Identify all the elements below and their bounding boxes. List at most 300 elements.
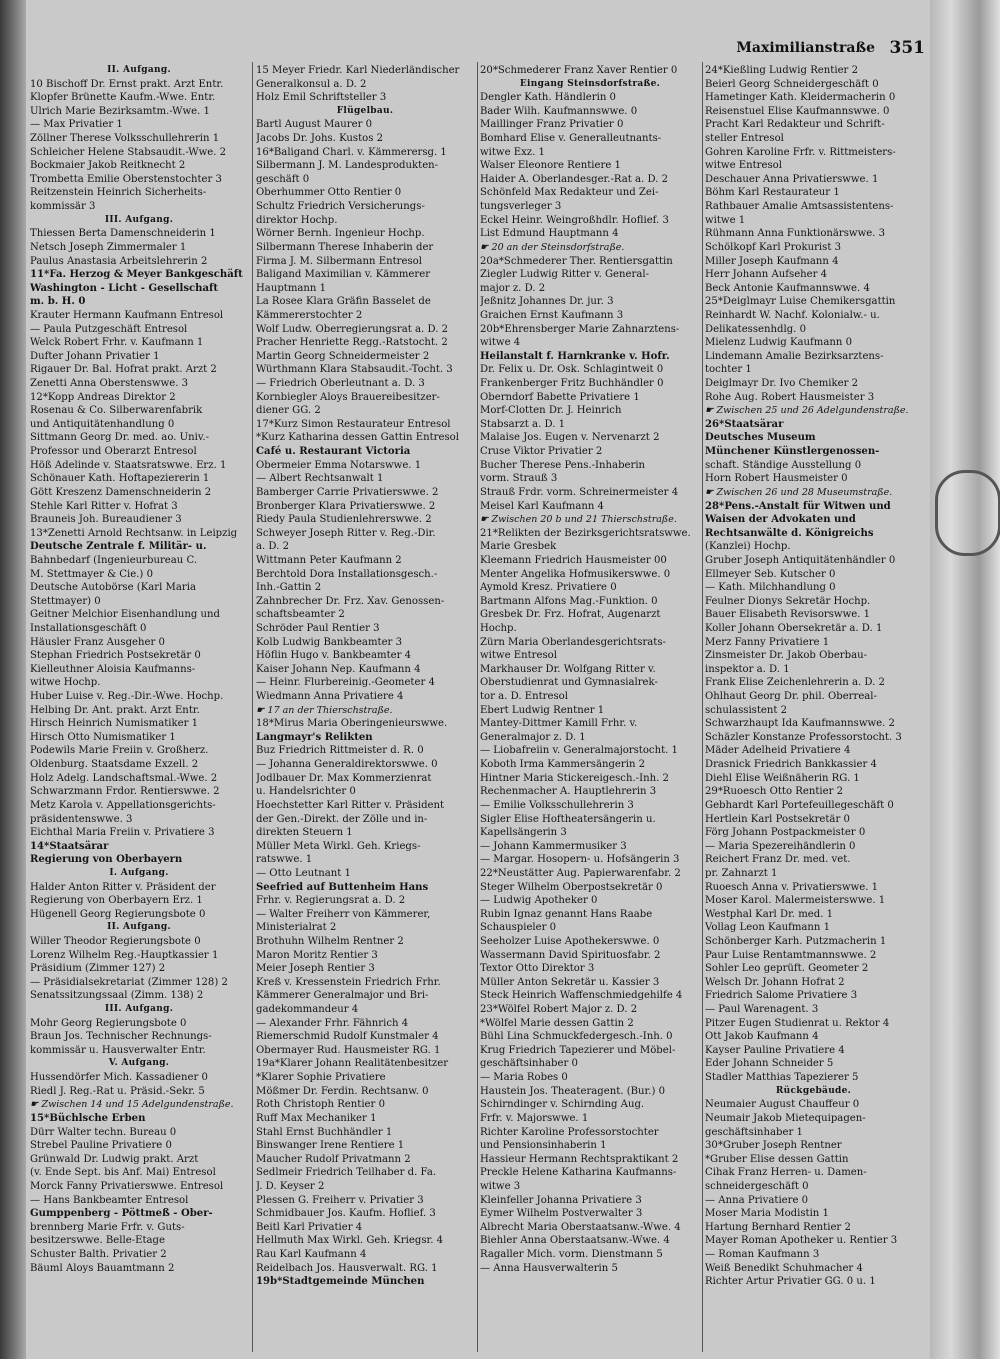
directory-entry: Diehl Elise Weißnäherin RG. 1	[705, 772, 860, 784]
directory-entry: Stehle Karl Ritter v. Hofrat 3	[30, 500, 178, 512]
directory-entry: Förg Johann Postpackmeister 0	[705, 827, 866, 839]
directory-entry: Steck Heinrich Waffenschmiedgehilfe 4	[480, 990, 683, 1002]
directory-entry: 20a*Schmederer Ther. Rentiersgattin	[480, 255, 673, 267]
directory-entry: Professor und Oberarzt Entresol	[30, 446, 197, 458]
directory-entry: Metz Karola v. Appellationsgerichts-	[30, 799, 216, 811]
directory-entry: Holz Adelg. Landschaftsmal.-Wwe. 2	[30, 772, 218, 784]
directory-entry: M. Stettmayer & Cie.) 0	[30, 568, 154, 580]
directory-entry: Koller Johann Obersekretär a. D. 1	[705, 622, 883, 634]
directory-entry: Roth Christoph Rentier 0	[256, 1099, 385, 1111]
directory-entry: Schauspieler 0	[480, 922, 557, 934]
directory-entry: Ruoesch Anna v. Privatierswwe. 1	[705, 881, 879, 893]
directory-entry: Pitzer Eugen Studienrat u. Rektor 4	[705, 1017, 890, 1029]
directory-entry: Podewils Marie Freiin v. Großherz.	[30, 745, 209, 757]
directory-entry: Zahnbrecher Dr. Frz. Xav. Genossen-	[256, 595, 445, 607]
directory-entry: Heilanstalt f. Harnkranke v. Hofr.	[480, 350, 670, 362]
directory-entry: — Paula Putzgeschäft Entresol	[30, 323, 188, 335]
directory-entry: Martin Georg Schneidermeister 2	[256, 350, 430, 362]
directory-entry: 28*Pens.-Anstalt für Witwen und	[705, 500, 891, 512]
directory-entry: 20*Schmederer Franz Xaver Rentier 0	[480, 65, 678, 76]
directory-entry: Ott Jakob Kaufmann 4	[705, 1031, 819, 1043]
directory-entry: — Walter Freiherr von Kämmerer,	[256, 908, 431, 920]
directory-entry: Frhr. v. Regierungsrat a. D. 2	[256, 895, 406, 907]
directory-entry: — Heinr. Flurbereinig.-Geometer 4	[256, 677, 435, 689]
cross-street-note: ☛ 20 an der Steinsdorfstraße.	[480, 241, 625, 253]
directory-entry: Morf-Clotten Dr. J. Heinrich	[480, 405, 622, 417]
directory-entry: Stettmayer) 0	[30, 595, 101, 607]
directory-entry: Rathbauer Amalie Amtsassistentens-	[705, 201, 894, 213]
directory-entry: Maucher Rudolf Privatmann 2	[256, 1153, 411, 1165]
directory-entry: Pracher Henriette Regg.-Ratstocht. 2	[256, 337, 448, 349]
directory-entry: — Ludwig Apotheker 0	[480, 895, 598, 907]
directory-entry: Schönfeld Max Redakteur und Zei-	[480, 187, 659, 199]
directory-entry: ratswwe. 1	[256, 854, 313, 866]
directory-entry: Wiedmann Anna Privatiere 4	[256, 691, 404, 703]
running-head: Maximilianstraße	[736, 40, 875, 56]
directory-entry: Bäuml Aloys Bauamtmann 2	[30, 1262, 175, 1274]
directory-entry: Café u. Restaurant Victoria	[256, 446, 411, 458]
directory-entry: Kleinfeller Johanna Privatiere 3	[480, 1194, 642, 1206]
directory-entry: Helbing Dr. Ant. prakt. Arzt Entr.	[30, 704, 200, 716]
directory-entry: Richter Artur Privatier GG. 0 u. 1	[705, 1276, 876, 1288]
directory-entry: Kapellsängerin 3	[480, 827, 567, 839]
directory-entry: Eder Johann Schneider 5	[705, 1058, 834, 1070]
directory-entry: 26*Staatsärar	[705, 418, 784, 430]
directory-entry: 14*Staatsärar	[30, 840, 109, 852]
directory-entry: Oldenburg. Staatsdame Exzell. 2	[30, 759, 199, 771]
directory-entry: kommissär 3	[30, 201, 96, 213]
directory-entry: Wörner Bernh. Ingenieur Hochp.	[256, 228, 425, 240]
directory-entry: Markhauser Dr. Wolfgang Ritter v.	[480, 663, 656, 675]
directory-entry: Lorenz Wilhelm Reg.-Hauptkassier 1	[30, 949, 219, 961]
directory-entry: Grünwald Dr. Ludwig prakt. Arzt	[30, 1153, 199, 1165]
directory-entry: Schölkopf Karl Prokurist 3	[705, 241, 842, 253]
cross-street-note: ☛ 17 an der Thierschstraße.	[256, 704, 393, 716]
directory-entry: Rechenmacher A. Hauptlehrerin 3	[480, 786, 657, 798]
directory-entry: Mäder Adelheid Privatiere 4	[705, 745, 851, 757]
directory-entry: Seefried auf Buttenheim Hans	[256, 881, 429, 893]
directory-entry: Kämmerer Generalmajor und Bri-	[256, 990, 429, 1002]
column-2	[256, 64, 474, 1354]
directory-entry: — Otto Leutnant 1	[256, 867, 351, 879]
directory-entry: — Johanna Generaldirektorswwe. 0	[256, 759, 438, 771]
directory-entry: *Kurz Katharina dessen Gattin Entresol	[256, 432, 459, 444]
directory-entry: — Friedrich Oberleutnant a. D. 3	[256, 378, 425, 390]
directory-entry: 30*Gruber Joseph Rentner	[705, 1140, 842, 1152]
directory-entry: Plessen G. Freiherr v. Privatier 3	[256, 1194, 424, 1206]
directory-entry: Bomhard Elise v. Generalleutnants-	[480, 133, 662, 145]
directory-entry: Gött Kreszenz Damenschneiderin 2	[30, 486, 212, 498]
directory-entry: diener GG. 2	[256, 405, 321, 417]
directory-entry: *Gruber Elise dessen Gattin	[705, 1153, 849, 1165]
directory-entry: Sittmann Georg Dr. med. ao. Univ.-	[30, 432, 210, 444]
directory-entry: Maillinger Franz Privatier 0	[480, 119, 624, 131]
directory-entry: — Kath. Milchhandlung 0	[705, 582, 836, 594]
directory-entry: Deiglmayr Dr. Ivo Chemiker 2	[705, 378, 859, 390]
directory-entry: Sohler Leo geprüft. Geometer 2	[705, 963, 869, 975]
directory-entry: Zinsmeister Dr. Jakob Oberbau-	[705, 650, 868, 662]
directory-entry: Strauß Frdr. vorm. Schreinermeister 4	[480, 486, 679, 498]
directory-entry: schaftsbeamter 2	[256, 609, 345, 621]
directory-entry: Langmayr's Relikten	[256, 731, 373, 743]
directory-entry: Rosenau & Co. Silberwarenfabrik	[30, 405, 203, 417]
directory-entry: Schuster Balth. Privatier 2	[30, 1249, 167, 1261]
directory-entry: 11*Fa. Herzog & Meyer Bankgeschäft	[30, 269, 243, 281]
directory-entry: Textor Otto Direktor 3	[480, 963, 595, 975]
directory-entry: J. D. Keyser 2	[256, 1180, 325, 1192]
page-edges	[930, 0, 1000, 1359]
directory-entry: Müller Anton Sekretär u. Kassier 3	[480, 976, 660, 988]
directory-entry: direkten Steuern 1	[256, 827, 353, 839]
directory-entry: Regierung von Oberbayern Erz. 1	[30, 895, 203, 907]
directory-entry: Lindemann Amalie Bezirksarztens-	[705, 350, 884, 362]
directory-entry: 12*Kopp Andreas Direktor 2	[30, 391, 176, 403]
directory-entry: witwe Entresol	[480, 650, 557, 662]
directory-entry: Würthmann Klara Stabsaudit.-Tocht. 3	[256, 364, 453, 376]
directory-entry: Häusler Franz Ausgeher 0	[30, 636, 165, 648]
directory-entry: Dengler Kath. Händlerin 0	[480, 92, 616, 104]
directory-entry: Berchtold Dora Installationsgesch.-	[256, 568, 438, 580]
column-4	[705, 64, 922, 1354]
directory-entry: Brauneis Joh. Bureaudiener 3	[30, 514, 182, 526]
directory-entry: Riedy Paula Studienlehrerswwe. 2	[256, 514, 432, 526]
directory-entry: Ziegler Ludwig Ritter v. General-	[480, 269, 649, 281]
directory-entry: direktor Hochp.	[256, 214, 338, 226]
paper-clip	[935, 470, 1000, 556]
column-rule	[252, 62, 253, 1352]
directory-entry: Kreß v. Kressenstein Friedrich Frhr.	[256, 976, 441, 988]
directory-entry: Steger Wilhelm Oberpostsekretär 0	[480, 881, 663, 893]
directory-entry: Geitner Melchior Eisenhandlung und	[30, 609, 220, 621]
directory-entry: Mielenz Ludwig Kaufmann 0	[705, 337, 852, 349]
column-3	[480, 64, 700, 1354]
directory-entry: Trombetta Emilie Oberstenstochter 3	[30, 173, 222, 185]
directory-entry: Meier Joseph Rentier 3	[256, 963, 375, 975]
directory-entry: Böhm Karl Restaurateur 1	[705, 187, 840, 199]
directory-entry: Generalkonsul a. D. 2	[256, 78, 367, 90]
directory-entry: Schwarzhaupt Ida Kaufmannswwe. 2	[705, 718, 895, 730]
directory-entry: Kayser Pauline Privatiere 4	[705, 1044, 845, 1056]
directory-entry: schneidergeschäft 0	[705, 1180, 809, 1192]
directory-entry: Willer Theodor Regierungsbote 0	[30, 936, 201, 947]
directory-entry: — Albert Rechtsanwalt 1	[256, 473, 384, 485]
directory-entry: *Klarer Sophie Privatiere	[256, 1072, 386, 1084]
directory-entry: Waisen der Advokaten und	[705, 514, 856, 526]
directory-entry: Höflin Hugo v. Bankbeamter 4	[256, 650, 412, 662]
directory-entry: Preckle Helene Katharina Kaufmanns-	[480, 1167, 677, 1179]
directory-entry: 15*Büchlsche Erben	[30, 1112, 146, 1124]
directory-entry: — Emilie Volksschullehrerin 3	[480, 799, 634, 811]
directory-entry: Rigauer Dr. Bal. Hofrat prakt. Arzt 2	[30, 364, 217, 376]
directory-entry: Klopfer Brünette Kaufm.-Wwe. Entr.	[30, 92, 216, 104]
directory-entry: Schönauer Kath. Hoftapeziererin 1	[30, 473, 210, 485]
directory-entry: vorm. Strauß 3	[480, 473, 558, 485]
directory-entry: Vollag Leon Kaufmann 1	[705, 922, 831, 934]
directory-entry: Frfr. v. Majorswwe. 1	[480, 1112, 589, 1124]
directory-entry: Eckel Heinr. Weingroßhdlr. Hoflief. 3	[480, 214, 669, 226]
directory-entry: — Präsidialsekretariat (Zimmer 128) 2	[30, 976, 228, 988]
directory-entry: — Margar. Hosopern- u. Hofsängerin 3	[480, 854, 680, 866]
directory-entry: — Max Privatier 1	[30, 119, 123, 131]
directory-entry: Wolf Ludw. Oberregierungsrat a. D. 2	[256, 323, 449, 335]
directory-entry: Rau Karl Kaufmann 4	[256, 1249, 367, 1261]
directory-entry: Merz Fanny Privatiere 1	[705, 636, 830, 648]
directory-entry: Herr Johann Aufseher 4	[705, 269, 828, 281]
section-heading: Eingang Steinsdorfstraße.	[519, 78, 661, 89]
directory-entry: — Johann Kammermusiker 3	[480, 840, 627, 852]
cross-street-note: ☛ Zwischen 14 und 15 Adelgundenstraße.	[30, 1099, 234, 1111]
directory-entry: Krug Friedrich Tapezierer und Möbel-	[480, 1044, 676, 1056]
directory-entry: Kielleuthner Aloisia Kaufmanns-	[30, 663, 196, 675]
directory-entry: Holz Emil Schriftsteller 3	[256, 92, 387, 104]
directory-entry: 10 Bischoff Dr. Ernst prakt. Arzt Entr.	[30, 78, 224, 90]
directory-entry: steller Entresol	[705, 133, 784, 145]
directory-entry: Hirsch Otto Numismatiker 1	[30, 731, 176, 743]
directory-entry: Hintner Maria Stickereigesch.-Inh. 2	[480, 772, 669, 784]
directory-entry: — Paul Warenagent. 3	[705, 1004, 819, 1016]
directory-entry: — Roman Kaufmann 3	[705, 1249, 820, 1261]
directory-entry: Marie Gresbek	[480, 541, 557, 553]
directory-entry: Friedrich Salome Privatiere 3	[705, 990, 858, 1002]
directory-entry: Koboth Irma Kammersängerin 2	[480, 759, 646, 771]
directory-entry: Moser Maria Modistin 1	[705, 1208, 829, 1220]
directory-entry: Hirsch Heinrich Numismatiker 1	[30, 718, 199, 730]
directory-entry: 18*Mirus Maria Oberingenieurswwe.	[256, 718, 448, 730]
cross-street-note: ☛ Zwischen 26 und 28 Museumstraße.	[705, 486, 893, 498]
directory-entry: Baligand Maximilian v. Kämmerer	[256, 269, 431, 281]
directory-entry: — Anna Hausverwalterin 5	[480, 1262, 618, 1274]
directory-entry: Stadler Matthias Tapezierer 5	[705, 1072, 859, 1084]
directory-entry: Bahnbedarf (Ingenieurbureau C.	[30, 554, 198, 566]
directory-entry: Paulus Anastasia Arbeitslehrerin 2	[30, 255, 208, 267]
directory-entry: Morck Fanny Privatierswwe. Entresol	[30, 1180, 224, 1192]
directory-entry: — Liobafreiin v. Generalmajorstocht. 1	[480, 745, 678, 757]
directory-entry: List Edmund Hauptmann 4	[480, 228, 619, 240]
directory-entry: Binswanger Irene Rentiere 1	[256, 1140, 405, 1152]
directory-entry: Welck Robert Frhr. v. Kaufmann 1	[30, 337, 204, 349]
directory-entry: Washington - Licht - Gesellschaft	[30, 282, 219, 294]
cross-street-note: ☛ Zwischen 25 und 26 Adelgundenstraße.	[705, 405, 909, 417]
directory-entry: Dr. Felix u. Dr. Osk. Schlagintweit 0	[480, 364, 664, 376]
directory-entry: Thiessen Berta Damenschneiderin 1	[30, 228, 216, 240]
directory-entry: Ragaller Mich. vorm. Dienstmann 5	[480, 1249, 663, 1261]
directory-entry: tochter 1	[705, 364, 752, 376]
directory-entry: inspektor a. D. 1	[705, 663, 790, 675]
section-heading: Flügelbau.	[336, 105, 394, 116]
directory-entry: 16*Baligand Charl. v. Kämmerersg. 1	[256, 146, 447, 158]
directory-entry: Deutsche Autobörse (Karl Maria	[30, 582, 196, 594]
directory-entry: Hartung Bernhard Rentier 2	[705, 1221, 851, 1233]
directory-entry: Gumppenberg - Pöttmeß - Ober-	[30, 1208, 213, 1220]
directory-entry: Deutsche Zentrale f. Militär- u.	[30, 541, 207, 553]
directory-entry: Bockmaier Jakob Reitknecht 2	[30, 160, 186, 172]
directory-entry: Bucher Therese Pens.-Inhaberin	[480, 459, 646, 471]
directory-entry: Gohren Karoline Frfr. v. Rittmeisters-	[705, 146, 896, 158]
directory-entry: — Alexander Frhr. Fähnrich 4	[256, 1017, 409, 1029]
directory-entry: Bartmann Alfons Mag.-Funktion. 0	[480, 595, 658, 607]
directory-entry: Drasnick Friedrich Bankkassier 4	[705, 759, 877, 771]
directory-entry: Miller Joseph Kaufmann 4	[705, 255, 839, 267]
directory-entry: Zöllner Therese Volksschullehrerin 1	[30, 133, 220, 145]
page-header	[30, 38, 925, 62]
directory-entry: Obermeier Emma Notarswwe. 1	[256, 459, 422, 471]
directory-entry: Stabsarzt a. D. 1	[480, 418, 566, 430]
directory-entry: 23*Wölfel Robert Major z. D. 2	[480, 1004, 638, 1016]
directory-entry: Gresbek Dr. Frz. Hofrat, Augenarzt	[480, 609, 661, 621]
directory-entry: Riemerschmid Rudolf Kunstmaler 4	[256, 1031, 439, 1043]
directory-entry: Ebert Ludwig Rentner 1	[480, 704, 605, 716]
directory-entry: Schleicher Helene Stabsaudit.-Wwe. 2	[30, 146, 227, 158]
directory-entry: Inh.-Gattin 2	[256, 582, 322, 594]
column-1	[30, 64, 248, 1354]
directory-entry: u. Handelsrichter 0	[256, 786, 356, 798]
directory-entry: geschäftsinhaber 0	[480, 1058, 578, 1070]
directory-entry: Stephan Friedrich Postsekretär 0	[30, 650, 201, 662]
directory-entry: 13*Zenetti Arnold Rechtsanw. in Leipzig	[30, 527, 238, 539]
directory-entry: Frankenberger Fritz Buchhändler 0	[480, 378, 664, 390]
directory-entry: Kolb Ludwig Bankbeamter 3	[256, 636, 403, 648]
directory-entry: der Gen.-Direkt. der Zölle und in-	[256, 813, 428, 825]
directory-entry: Deschauer Anna Privatierswwe. 1	[705, 173, 879, 185]
directory-entry: Zürn Maria Oberlandesgerichtsrats-	[480, 636, 666, 648]
directory-entry: Cihak Franz Herren- u. Damen-	[705, 1167, 867, 1179]
directory-entry: Bader Wilh. Kaufmannswwe. 0	[480, 105, 638, 117]
directory-entry: Schwarzmann Frdor. Rentierswwe. 2	[30, 786, 220, 798]
directory-entry: Haustein Jos. Theateragent. (Bur.) 0	[480, 1085, 666, 1097]
directory-entry: Gebhardt Karl Portefeuillegeschäft 0	[705, 799, 894, 811]
directory-entry: 21*Relikten der Bezirksgerichtsratswwe.	[480, 527, 691, 539]
directory-entry: Rühmann Anna Funktionärswwe. 3	[705, 228, 886, 240]
directory-entry: Dufter Johann Privatier 1	[30, 350, 160, 362]
directory-entry: Krauter Hermann Kaufmann Entresol	[30, 309, 224, 321]
directory-entry: Beitl Karl Privatier 4	[256, 1221, 363, 1233]
directory-entry: Installationsgeschäft 0	[30, 622, 147, 634]
directory-entry: Schmidbauer Jos. Kaufm. Hoflief. 3	[256, 1208, 436, 1220]
directory-entry: Paur Luise Rentamtmannswwe. 2	[705, 949, 877, 961]
directory-entry: Welsch Dr. Johann Hofrat 2	[705, 976, 845, 988]
section-heading: Rückgebäude.	[775, 1085, 852, 1096]
directory-entry: Mohr Georg Regierungsbote 0	[30, 1017, 187, 1029]
directory-entry: (Kanzlei) Hochp.	[705, 541, 791, 553]
directory-entry: 25*Deiglmayr Luise Chemikersgattin	[705, 296, 896, 308]
directory-entry: Ruff Max Mechaniker 1	[256, 1112, 377, 1124]
directory-entry: Müller Meta Wirkl. Geh. Kriegs-	[256, 840, 421, 852]
directory-entry: *Wölfel Marie dessen Gattin 2	[480, 1017, 634, 1029]
directory-entry: Horn Robert Hausmeister 0	[705, 473, 848, 485]
directory-entry: — Maria Spezereihändlerin 0	[705, 840, 856, 852]
book-spine	[0, 0, 26, 1359]
directory-entry: Kleemann Friedrich Hausmeister 00	[480, 554, 667, 566]
directory-entry: Rechtsanwälte d. Königreichs	[705, 527, 874, 539]
directory-entry: Mantey-Dittmer Kamill Frhr. v.	[480, 718, 638, 730]
directory-entry: und Antiquitätenhandlung 0	[30, 418, 175, 430]
directory-entry: Hellmuth Max Wirkl. Geh. Kriegsr. 4	[256, 1235, 444, 1247]
directory-entry: 19b*Stadtgemeinde München	[256, 1276, 425, 1288]
directory-entry: witwe Entresol	[705, 160, 782, 172]
directory-entry: Delikatessenhdlg. 0	[705, 323, 807, 335]
directory-entry: Pracht Karl Redakteur und Schrift-	[705, 119, 885, 131]
directory-entry: Mößmer Dr. Ferdin. Rechtsanw. 0	[256, 1085, 429, 1097]
directory-entry: Firma J. M. Silbermann Entresol	[256, 255, 422, 267]
directory-entry: gadekommandeur 4	[256, 1004, 359, 1016]
directory-entry: Reidelbach Jos. Hausverwalt. RG. 1	[256, 1262, 438, 1274]
directory-entry: Kornbiegler Aloys Brauereibesitzer-	[256, 391, 440, 403]
directory-entry: Neumaier August Chauffeur 0	[705, 1099, 860, 1111]
directory-entry: Hametinger Kath. Kleidermacherin 0	[705, 92, 896, 104]
directory-entry: Obermayer Rud. Hausmeister RG. 1	[256, 1044, 441, 1056]
directory-entry: Regierung von Oberbayern	[30, 854, 183, 866]
directory-entry: Menter Angelika Hofmusikerswwe. 0	[480, 568, 671, 580]
directory-entry: Kaiser Johann Nep. Kaufmann 4	[256, 663, 421, 675]
directory-entry: besitzerswwe. Belle-Etage	[30, 1235, 165, 1247]
directory-entry: und Pensionsinhaberin 1	[480, 1140, 607, 1152]
directory-entry: 20b*Ehrensberger Marie Zahnarztens-	[480, 323, 680, 335]
directory-entry: witwe Hochp.	[30, 677, 101, 689]
directory-entry: Generalmajor z. D. 1	[480, 731, 586, 743]
directory-entry: Rohe Aug. Robert Hausmeister 3	[705, 391, 875, 403]
directory-entry: Biehler Anna Oberstaatsanw.-Wwe. 4	[480, 1235, 670, 1247]
directory-entry: Oberhummer Otto Rentier 0	[256, 187, 402, 199]
directory-entry: Ulrich Marie Bezirksamtm.-Wwe. 1	[30, 105, 210, 117]
directory-entry: Zenetti Anna Oberstenswwe. 3	[30, 378, 189, 390]
directory-entry: Aymold Kresz. Privatiere 0	[480, 582, 617, 594]
directory-entry: geschäftsinhaber 1	[705, 1126, 803, 1138]
directory-entry: Netsch Joseph Zimmermaler 1	[30, 241, 187, 253]
directory-entry: Jacobs Dr. Johs. Kustos 2	[256, 133, 384, 145]
directory-entry: witwe 3	[480, 1180, 521, 1192]
directory-entry: Schweyer Joseph Ritter v. Reg.-Dir.	[256, 527, 436, 539]
directory-entry: Buz Friedrich Rittmeister d. R. 0	[256, 745, 424, 757]
directory-entry: Huber Luise v. Reg.-Dir.-Wwe. Hochp.	[30, 691, 224, 703]
directory-entry: Ohlhaut Georg Dr. phil. Oberreal-	[705, 691, 877, 703]
directory-entry: Frank Elise Zeichenlehrerin a. D. 2	[705, 677, 885, 689]
directory-entry: — Maria Robes 0	[480, 1072, 568, 1084]
directory-entry: Meisel Karl Kaufmann 4	[480, 500, 604, 512]
directory-entry: Ministerialrat 2	[256, 922, 337, 934]
directory-entry: — Anna Privatiere 0	[705, 1194, 809, 1206]
directory-entry: Reinhardt W. Nachf. Kolonialw.- u.	[705, 309, 880, 321]
section-heading: III. Aufgang.	[104, 1004, 174, 1015]
directory-entry: Hügenell Georg Regierungsbote 0	[30, 908, 206, 920]
directory-entry: Bartl August Maurer 0	[256, 119, 373, 131]
directory-entry: Schäzler Konstanze Professorstocht. 3	[705, 731, 902, 743]
directory-entry: Rubin Ignaz genannt Hans Raabe	[480, 908, 653, 920]
directory-entry: Albrecht Maria Oberstaatsanw.-Wwe. 4	[480, 1221, 681, 1233]
directory-entry: Westphal Karl Dr. med. 1	[705, 908, 834, 920]
column-rule	[702, 62, 703, 1352]
directory-entry: brennberg Marie Frfr. v. Guts-	[30, 1221, 185, 1233]
directory-entry: 17*Kurz Simon Restaurateur Entresol	[256, 418, 451, 430]
directory-entry: Hertlein Karl Postsekretär 0	[705, 813, 850, 825]
directory-entry: Walser Eleonore Rentiere 1	[480, 160, 621, 172]
directory-entry: Silbermann Therese Inhaberin der	[256, 241, 434, 253]
directory-entry: Reitzenstein Heinrich Sicherheits-	[30, 187, 207, 199]
section-heading: III. Aufgang.	[104, 214, 174, 225]
directory-entry: Reichert Franz Dr. med. vet.	[705, 854, 851, 866]
directory-entry: Silbermann J. M. Landesprodukten-	[256, 160, 439, 172]
directory-entry: Stahl Ernst Buchhändler 1	[256, 1126, 393, 1138]
directory-entry: Neumair Jakob Mietequipagen-	[705, 1112, 866, 1124]
section-heading: II. Aufgang.	[107, 65, 171, 75]
directory-entry: 15 Meyer Friedr. Karl Niederländischer	[256, 65, 460, 76]
directory-entry: — Hans Bankbeamter Entresol	[30, 1194, 189, 1206]
directory-entry: Sigler Elise Hoftheatersängerin u.	[480, 813, 656, 825]
directory-entry: Bauer Elisabeth Revisorswwe. 1	[705, 609, 871, 621]
directory-entry: Präsidium (Zimmer 127) 2	[30, 963, 166, 975]
directory-entry: Hussendörfer Mich. Kassadiener 0	[30, 1072, 208, 1084]
directory-entry: präsidentenswwe. 3	[30, 813, 133, 825]
directory-entry: schulassistent 2	[705, 704, 788, 716]
